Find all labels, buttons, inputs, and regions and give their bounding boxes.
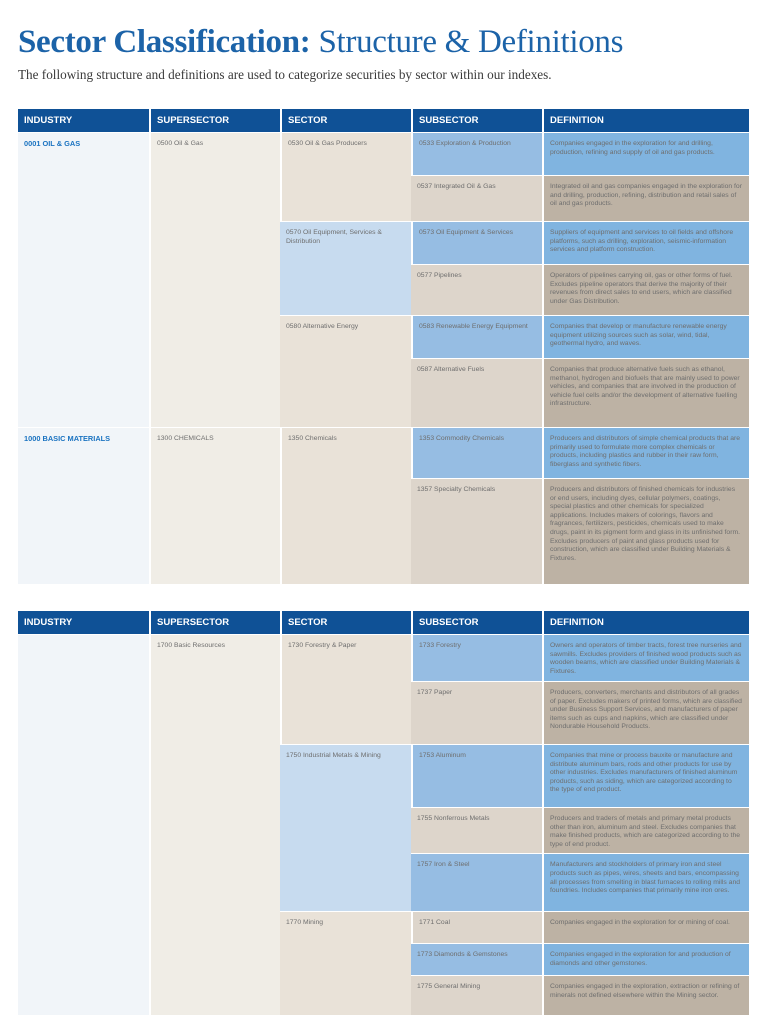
supersector-cell: 1700 Basic Resources xyxy=(149,634,280,1015)
col-header-subsector: SUBSECTOR xyxy=(411,109,542,132)
definition-cell: Operators of pipelines carrying oil, gas or other forms of fuel. Excludes pipeline operators that derive the majority of their revenues from direct sales to end users, which are classified under Gas Distribution. xyxy=(542,264,749,315)
subsector-cell: 1771 Coal xyxy=(411,911,542,943)
page-title-rest: Structure & Definitions xyxy=(318,24,624,60)
subsector-cell: 1733 Forestry xyxy=(411,634,542,681)
definition-cell: Companies engaged in the exploration for and drilling, production, refining and supply of oil and gas products. xyxy=(542,132,749,175)
subsector-cell: 1737 Paper xyxy=(411,681,542,744)
classification-table-1 xyxy=(18,109,749,584)
page-title xyxy=(18,24,623,61)
definition-cell: Companies engaged in the exploration, extraction or refining of minerals not defined elsewhere within the Mining sector. xyxy=(542,975,749,1015)
subsector-cell: 1773 Diamonds & Gemstones xyxy=(411,943,542,975)
sector-cell: 0580 Alternative Energy xyxy=(280,315,411,427)
table-header-row xyxy=(18,109,749,132)
col-header-sector: SECTOR xyxy=(280,611,411,634)
supersector-cell: 1300 CHEMICALS xyxy=(149,427,280,584)
subsector-cell: 0577 Pipelines xyxy=(411,264,542,315)
sector-cell: 1350 Chemicals xyxy=(280,427,411,584)
subsector-cell: 1353 Commodity Chemicals xyxy=(411,427,542,478)
definition-cell: Producers and traders of metals and primary metal products other than iron, aluminum and steel. Excludes companies that make finished products, which are categorized according to the type of end product. xyxy=(542,807,749,853)
col-header-industry: INDUSTRY xyxy=(18,611,149,634)
col-header-sector: SECTOR xyxy=(280,109,411,132)
classification-table-2 xyxy=(18,611,749,1015)
table-row xyxy=(18,634,749,681)
sector-cell: 1730 Forestry & Paper xyxy=(280,634,411,744)
col-header-supersector: SUPERSECTOR xyxy=(149,611,280,634)
col-header-definition: DEFINITION xyxy=(542,109,749,132)
definition-cell: Companies that produce alternative fuels such as ethanol, methanol, hydrogen and biofuels that are mainly used to power vehicles, and companies that are involved in the production of vehicle fuel cells and/or the development of alternative fuelling infrastructure. xyxy=(542,358,749,427)
col-header-subsector: SUBSECTOR xyxy=(411,611,542,634)
subsector-cell: 1357 Specialty Chemicals xyxy=(411,478,542,584)
subsector-cell: 1775 General Mining xyxy=(411,975,542,1015)
page-subtitle: The following structure and definitions are used to categorize securities by sector within our indexes. xyxy=(18,67,552,82)
definition-cell: Integrated oil and gas companies engaged in the exploration for and drilling, production, refining, distribution and retail sales of oil and gas products. xyxy=(542,175,749,221)
sector-cell: 1770 Mining xyxy=(280,911,411,1015)
sector-cell: 0570 Oil Equipment, Services & Distribution xyxy=(280,221,411,315)
subsector-cell: 0587 Alternative Fuels xyxy=(411,358,542,427)
subsector-cell: 0583 Renewable Energy Equipment xyxy=(411,315,542,358)
subsector-cell: 1757 Iron & Steel xyxy=(411,853,542,911)
industry-cell: 0001 OIL & GAS xyxy=(18,132,149,427)
col-header-industry: INDUSTRY xyxy=(18,109,149,132)
definition-cell: Companies that mine or process bauxite or manufacture and distribute aluminum bars, rods and other products for use by other industries. Excludes manufacturers of finished aluminum products, such as siding, which are categorized according to the type of end product. xyxy=(542,744,749,807)
definition-cell: Suppliers of equipment and services to oil fields and offshore platforms, such as drilling, exploration, seismic-information services and platform construction. xyxy=(542,221,749,264)
table-header-row xyxy=(18,611,749,634)
table-row xyxy=(18,132,749,175)
definition-cell: Owners and operators of timber tracts, forest tree nurseries and sawmills. Excludes providers of finished wood products such as wooden beams, which are classified under Building Materials & Fixtures. xyxy=(542,634,749,681)
col-header-definition: DEFINITION xyxy=(542,611,749,634)
definition-cell: Manufacturers and stockholders of primary iron and steel products such as pipes, wires, sheets and bars, encompassing all processes from smelting in blast furnaces to rolling mills and foundries. Includes companies that primarily mine iron ores. xyxy=(542,853,749,911)
supersector-cell: 0500 Oil & Gas xyxy=(149,132,280,427)
definition-cell: Producers and distributors of simple chemical products that are primarily used to formulate more complex chemicals or products, including plastics and rubber in their raw form, fiberglass and synthetic fibers. xyxy=(542,427,749,478)
definition-cell: Companies engaged in the exploration for or mining of coal. xyxy=(542,911,749,943)
sector-cell: 1750 Industrial Metals & Mining xyxy=(280,744,411,911)
subsector-cell: 1755 Nonferrous Metals xyxy=(411,807,542,853)
definition-cell: Producers and distributors of finished chemicals for industries or end users, including dyes, cellular polymers, coatings, special plastics and other chemicals for specialized applications. Includes makers of colorings, flavors and fragrances, fertilizers, pesticides, chemicals used to make drugs, paint in its pigment form and glass in its unfinished form. Excludes producers of paint and glass products used for construction, which are classified under Building Materials & Fixtures. xyxy=(542,478,749,584)
subsector-cell: 0573 Oil Equipment & Services xyxy=(411,221,542,264)
definition-cell: Companies that develop or manufacture renewable energy equipment utilizing sources such as solar, wind, tidal, geothermal hydro, and waves. xyxy=(542,315,749,358)
definition-cell: Producers, converters, merchants and distributors of all grades of paper. Excludes makers of printed forms, which are classified under Business Support Services, and manufacturers of paper items such as cups and napkins, which are classified under Nondurable Household Products. xyxy=(542,681,749,744)
col-header-supersector: SUPERSECTOR xyxy=(149,109,280,132)
definition-cell: Companies engaged in the exploration for and production of diamonds and other gemstones. xyxy=(542,943,749,975)
industry-cell: 1000 BASIC MATERIALS xyxy=(18,427,149,584)
subsector-cell: 0537 Integrated Oil & Gas xyxy=(411,175,542,221)
subsector-cell: 0533 Exploration & Production xyxy=(411,132,542,175)
table-row xyxy=(18,427,749,478)
subsector-cell: 1753 Aluminum xyxy=(411,744,542,807)
sector-cell: 0530 Oil & Gas Producers xyxy=(280,132,411,221)
industry-cell xyxy=(18,634,149,1015)
page-title-bold: Sector Classification: xyxy=(18,24,311,60)
